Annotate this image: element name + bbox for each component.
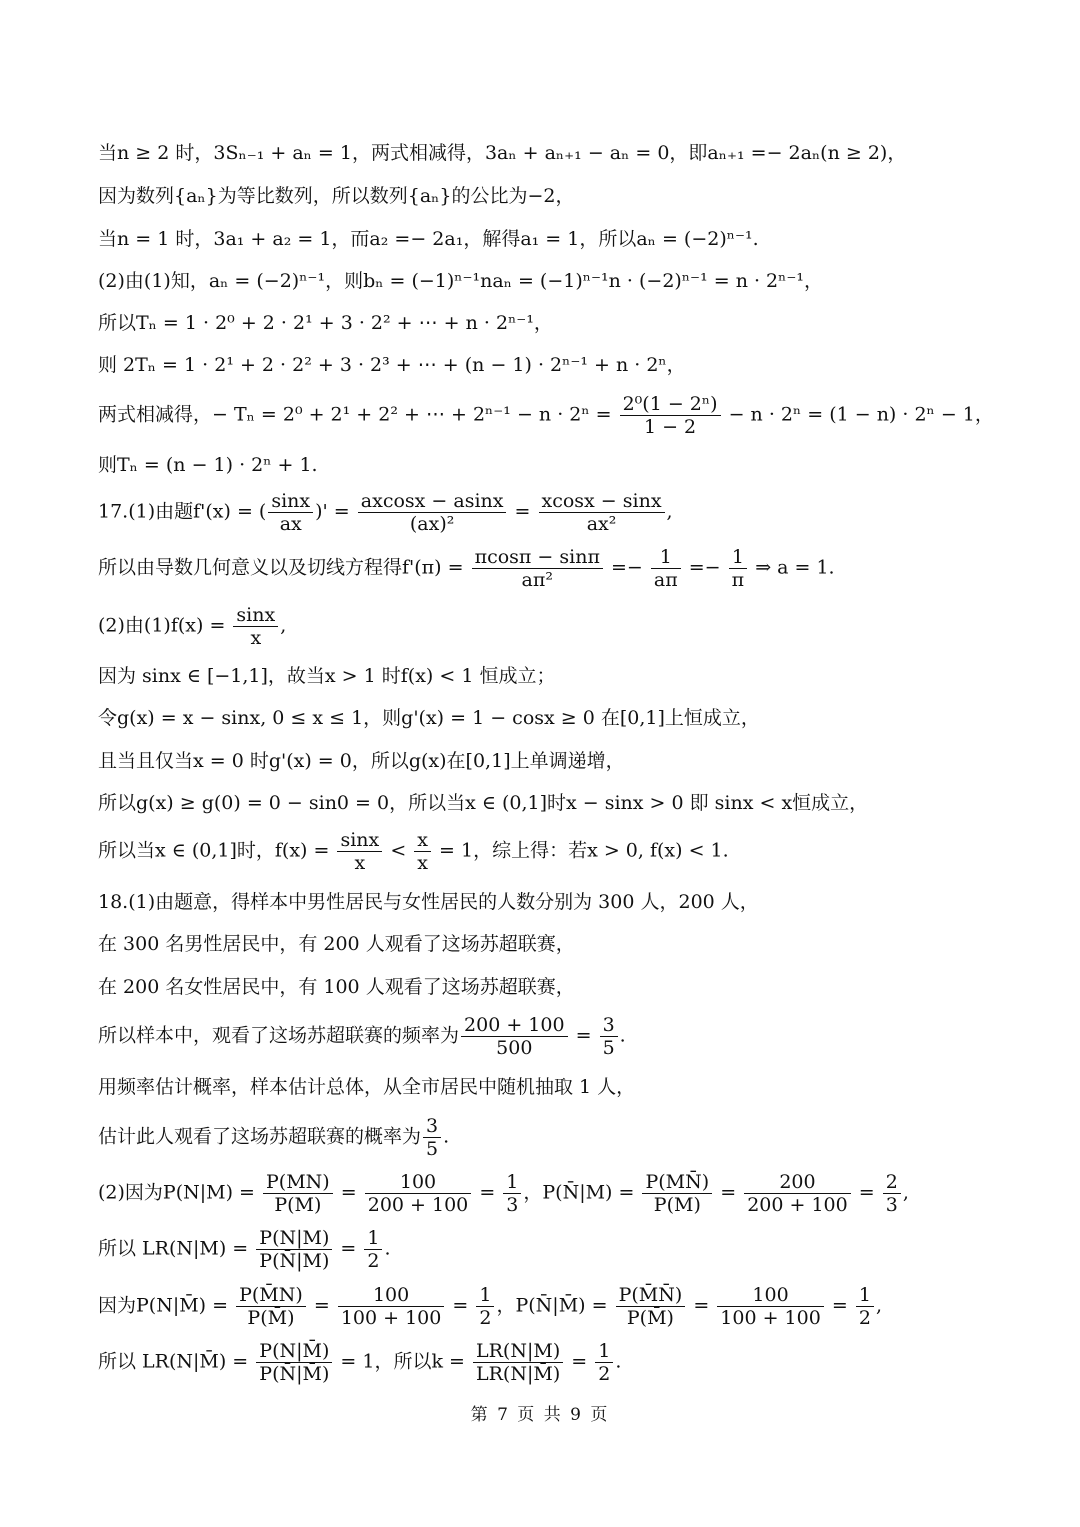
text-line: 用频率估计概率，样本估计总体，从全市居民中随机抽取 1 人， xyxy=(98,1076,636,1098)
fraction-denominator: 500 xyxy=(496,1037,533,1059)
equation-text: . xyxy=(384,1237,391,1260)
fraction-denominator: P(N̄|M) xyxy=(259,1250,330,1272)
equation-text: = xyxy=(858,1181,875,1204)
equation-text: )' = xyxy=(315,500,350,523)
fraction xyxy=(651,546,681,591)
equation-frequency xyxy=(98,1014,626,1059)
fraction-numerator: P(M̄N) xyxy=(236,1284,306,1307)
equation-derivative xyxy=(98,490,673,535)
equation-text: =− xyxy=(610,556,643,579)
fraction-numerator: P(N|M̄) xyxy=(256,1340,332,1363)
text-line: 所以g(x) ≥ g(0) = 0 − sin0 = 0，所以当x ∈ (0,1]时x − sinx > 0 即 sinx < x恒成立， xyxy=(98,792,869,814)
equation-conclusion xyxy=(98,829,729,874)
equation-conditional-m xyxy=(98,1171,909,1216)
text-line: (2)由(1)知，aₙ = (−2)ⁿ⁻¹，则bₙ = (−1)ⁿ⁻¹naₙ = (−1)ⁿ⁻¹n · (−2)ⁿ⁻¹ = n · 2ⁿ⁻¹， xyxy=(98,270,823,292)
fraction xyxy=(729,546,748,591)
equation-text: 所以样本中，观看了这场苏超联赛的频率为 xyxy=(98,1024,460,1047)
fraction-numerator: 3 xyxy=(423,1115,441,1138)
fraction-numerator: 1 xyxy=(503,1171,521,1194)
fraction xyxy=(236,1284,306,1329)
equation-geometric-sum xyxy=(98,393,994,438)
fraction xyxy=(616,1284,686,1329)
fraction-denominator: 3 xyxy=(506,1194,519,1216)
text-line: 则Tₙ = (n − 1) · 2ⁿ + 1. xyxy=(98,454,318,476)
equation-probability xyxy=(98,1115,449,1160)
fraction-denominator: 2 xyxy=(479,1307,492,1329)
equation-tangent xyxy=(98,546,835,591)
equation-text: = xyxy=(720,1181,737,1204)
equation-text: = xyxy=(693,1294,710,1317)
equation-text: = xyxy=(575,1024,592,1047)
text-line: 在 300 名男性居民中，有 200 人观看了这场苏超联赛， xyxy=(98,933,575,955)
fraction xyxy=(461,1014,568,1059)
fraction xyxy=(256,1227,332,1272)
fraction-denominator: aπ xyxy=(653,569,678,591)
text-line: 当n = 1 时，3a₁ + a₂ = 1，而a₂ =− 2a₁，解得a₁ = 1，所以aₙ = (−2)ⁿ⁻¹. xyxy=(98,228,759,250)
text-line: 则 2Tₙ = 1 · 2¹ + 2 · 2² + 3 · 2³ + ⋯ + (n − 1) · 2ⁿ⁻¹ + n · 2ⁿ， xyxy=(98,354,686,376)
equation-text: ⇒ a = 1. xyxy=(755,556,835,579)
fraction-numerator: sinx xyxy=(337,829,382,852)
equation-text: < xyxy=(390,839,407,862)
fraction-numerator: axcosx − asinx xyxy=(358,490,507,513)
fraction-numerator: x xyxy=(414,829,431,852)
equation-text: = xyxy=(452,1294,469,1317)
fraction xyxy=(472,546,603,591)
fraction xyxy=(358,490,507,535)
equation-text: 估计此人观看了这场苏超联赛的概率为 xyxy=(98,1125,422,1148)
fraction-denominator: x xyxy=(417,852,428,874)
page-footer: 第 7 页 共 9 页 xyxy=(470,1405,610,1425)
fraction-numerator: 1 xyxy=(856,1284,874,1307)
fraction-numerator: 3 xyxy=(600,1014,618,1037)
equation-text: , xyxy=(280,614,287,637)
fraction xyxy=(256,1340,332,1385)
fraction-denominator: x xyxy=(250,627,262,649)
equation-text: . xyxy=(615,1350,622,1373)
fraction-denominator: P(M) xyxy=(274,1194,322,1216)
equation-text: . xyxy=(619,1024,626,1047)
fraction xyxy=(539,490,665,535)
fraction-numerator: xcosx − sinx xyxy=(539,490,665,513)
equation-text: 因为P(N|M̄) = xyxy=(98,1294,229,1317)
fraction xyxy=(744,1171,851,1216)
equation-text: 所以 LR(N|M) = xyxy=(98,1237,249,1260)
fraction-denominator: aπ² xyxy=(521,569,553,591)
equation-text: = xyxy=(479,1181,496,1204)
fraction-denominator: 2 xyxy=(367,1250,380,1272)
equation-text: = 1，所以k = xyxy=(340,1350,465,1373)
text-line: 18.(1)由题意，得样本中男性居民与女性居民的人数分别为 300 人，200 人， xyxy=(98,891,759,913)
fraction-numerator: 1 xyxy=(651,546,681,569)
equation-lr-m xyxy=(98,1227,391,1272)
fraction-numerator: πcosπ − sinπ xyxy=(472,546,603,569)
equation-text: = xyxy=(571,1350,588,1373)
equation-text: = xyxy=(340,1237,357,1260)
fraction xyxy=(365,1171,472,1216)
fraction xyxy=(600,1014,618,1059)
fraction xyxy=(883,1171,901,1216)
equation-text: 17.(1)由题f'(x) = ( xyxy=(98,500,267,523)
equation-text: − n · 2ⁿ = (1 − n) · 2ⁿ − 1， xyxy=(728,403,994,426)
equation-text: , xyxy=(902,1181,909,1204)
fraction xyxy=(620,393,721,438)
text-line: 当n ≥ 2 时，3Sₙ₋₁ + aₙ = 1，两式相减得，3aₙ + aₙ₊₁ − aₙ = 0，即aₙ₊₁ =− 2aₙ(n ≥ 2)， xyxy=(98,142,907,164)
fraction xyxy=(595,1340,613,1385)
equation-text: = xyxy=(831,1294,848,1317)
fraction xyxy=(233,604,278,649)
fraction-numerator: 1 xyxy=(364,1227,382,1250)
fraction-numerator: 2⁰(1 − 2ⁿ) xyxy=(620,393,721,416)
fraction-denominator: 100 + 100 xyxy=(340,1307,442,1329)
fraction xyxy=(717,1284,824,1329)
fraction xyxy=(503,1171,521,1216)
fraction-numerator: 100 xyxy=(717,1284,824,1307)
fraction xyxy=(856,1284,874,1329)
fraction-denominator: 2 xyxy=(598,1363,611,1385)
fraction-numerator: 1 xyxy=(595,1340,613,1363)
fraction-denominator: 3 xyxy=(885,1194,898,1216)
fraction-numerator: LR(N|M) xyxy=(473,1340,563,1363)
fraction-denominator: 100 + 100 xyxy=(720,1307,821,1329)
fraction-numerator: sinx xyxy=(268,490,313,513)
fraction xyxy=(364,1227,382,1272)
fraction-numerator: 200 + 100 xyxy=(461,1014,568,1037)
fraction-numerator: sinx xyxy=(233,604,278,627)
fraction-numerator: 100 xyxy=(338,1284,445,1307)
equation-text: = xyxy=(340,1181,357,1204)
fraction-denominator: 5 xyxy=(426,1138,439,1160)
fraction xyxy=(642,1171,712,1216)
fraction-denominator: P(N̄|M̄) xyxy=(259,1363,330,1385)
equation-text: 所以当x ∈ (0,1]时，f(x) = xyxy=(98,839,330,862)
fraction-denominator: 5 xyxy=(602,1037,615,1059)
equation-conditional-mbar xyxy=(98,1284,882,1329)
fraction-denominator: ax² xyxy=(586,513,617,535)
equation-text: = xyxy=(313,1294,330,1317)
equation-text: (2)由(1)f(x) = xyxy=(98,614,226,637)
fraction xyxy=(414,829,431,874)
equation-text: 所以由导数几何意义以及切线方程得f'(π) = xyxy=(98,556,464,579)
fraction-denominator: π xyxy=(731,569,745,591)
fraction-denominator: 200 + 100 xyxy=(367,1194,469,1216)
text-line: 令g(x) = x − sinx, 0 ≤ x ≤ 1，则g'(x) = 1 − cosx ≥ 0 在[0,1]上恒成立， xyxy=(98,707,760,729)
equation-lr-mbar xyxy=(98,1340,621,1385)
fraction-numerator: 100 xyxy=(365,1171,472,1194)
fraction-numerator: P(M̄N̄) xyxy=(616,1284,686,1307)
fraction-numerator: 2 xyxy=(883,1171,901,1194)
fraction xyxy=(423,1115,441,1160)
equation-text: . xyxy=(443,1125,450,1148)
equation-text: 两式相减得，− Tₙ = 2⁰ + 2¹ + 2² + ⋯ + 2ⁿ⁻¹ − n · 2ⁿ = xyxy=(98,403,612,426)
fraction-numerator: 1 xyxy=(729,546,748,569)
fraction-numerator: P(MN̄) xyxy=(642,1171,712,1194)
text-line: 在 200 名女性居民中，有 100 人观看了这场苏超联赛， xyxy=(98,976,575,998)
fraction-denominator: x xyxy=(354,852,366,874)
fraction xyxy=(473,1340,563,1385)
fraction-numerator: 200 xyxy=(744,1171,851,1194)
fraction-denominator: 2 xyxy=(858,1307,871,1329)
fraction-denominator: 1 − 2 xyxy=(643,416,697,438)
fraction-denominator: (ax)² xyxy=(409,513,455,535)
fraction xyxy=(263,1171,333,1216)
fraction-numerator: 1 xyxy=(476,1284,494,1307)
equation-text: = 1，综上得：若x > 0, f(x) < 1. xyxy=(439,839,729,862)
text-line: 所以Tₙ = 1 · 2⁰ + 2 · 2¹ + 3 · 2² + ⋯ + n · 2ⁿ⁻¹， xyxy=(98,312,553,334)
text-line: 因为 sinx ∈ [−1,1]，故当x > 1 时f(x) < 1 恒成立； xyxy=(98,665,556,687)
equation-text: , xyxy=(666,500,673,523)
fraction-denominator: P(M̄) xyxy=(626,1307,674,1329)
fraction xyxy=(268,490,313,535)
fraction-numerator: P(MN) xyxy=(263,1171,333,1194)
fraction-denominator: LR(N|M̄) xyxy=(476,1363,561,1385)
fraction xyxy=(476,1284,494,1329)
equation-text: (2)因为P(N|M) = xyxy=(98,1181,255,1204)
fraction xyxy=(337,829,382,874)
equation-text: =− xyxy=(688,556,721,579)
fraction-denominator: 200 + 100 xyxy=(747,1194,848,1216)
fraction xyxy=(338,1284,445,1329)
equation-text: , xyxy=(875,1294,882,1317)
fraction-denominator: P(M̄) xyxy=(247,1307,295,1329)
text-line: 因为数列{aₙ}为等比数列，所以数列{aₙ}的公比为−2， xyxy=(98,185,575,207)
equation-text: ，P(N̄|M) = xyxy=(523,1181,635,1204)
equation-fx xyxy=(98,604,286,649)
equation-text: 所以 LR(N|M̄) = xyxy=(98,1350,249,1373)
equation-text: = xyxy=(514,500,531,523)
text-line: 且当且仅当x = 0 时g'(x) = 0，所以g(x)在[0,1]上单调递增， xyxy=(98,750,625,772)
equation-text: ，P(N̄|M̄) = xyxy=(496,1294,608,1317)
fraction-numerator: P(N|M) xyxy=(256,1227,332,1250)
fraction-denominator: ax xyxy=(279,513,302,535)
fraction-denominator: P(M) xyxy=(653,1194,701,1216)
